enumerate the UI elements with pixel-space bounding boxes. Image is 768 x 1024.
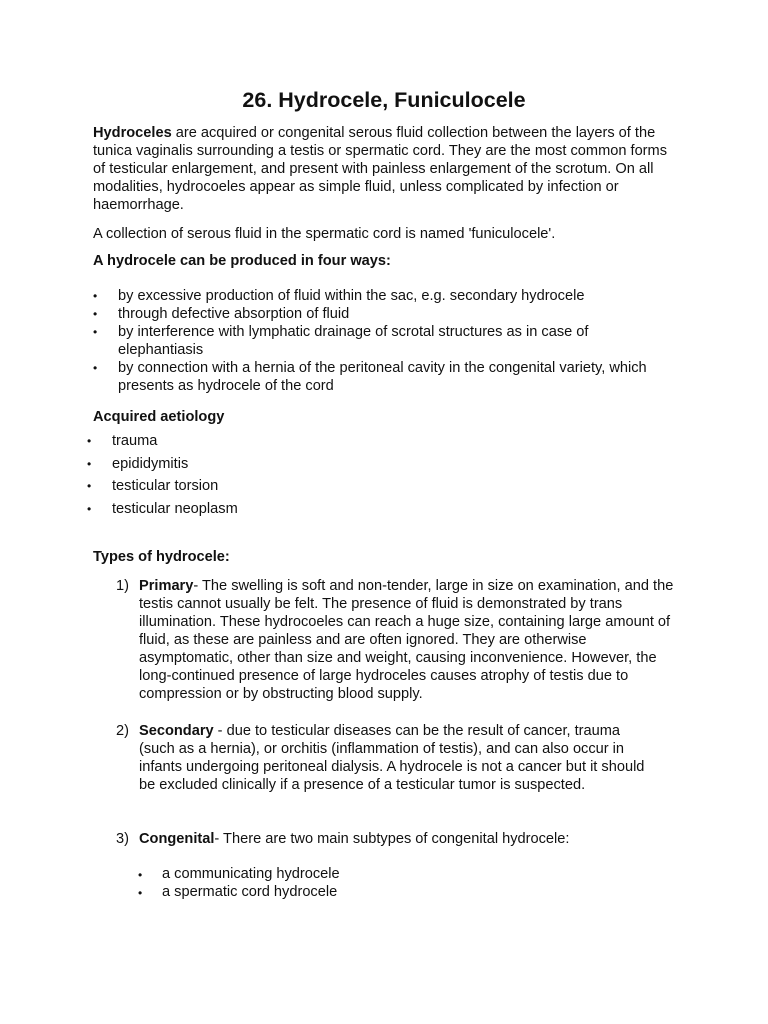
- funiculocele-paragraph: A collection of serous fluid in the spermatic cord is named 'funiculocele'.: [93, 226, 556, 242]
- ways-list: [93, 287, 653, 395]
- list-item: • testicular neoplasm: [87, 500, 238, 517]
- list-item: • by connection with a hernia of the peritoneal cavity in the congenital variety, which presents as hydrocele of the cord: [93, 360, 647, 394]
- intro-text: are acquired or congenital serous fluid collection between the layers of the tunica vaginalis surrounding a testis or spermatic cord. They are the most common forms of testicular enlargement, and present with painless enlargement of the scrotum. On all modalities, hydrocoeles appear as simple fluid, unless complicated by infection or haemorrhage.: [93, 125, 667, 213]
- bullet-icon: •: [138, 868, 143, 882]
- aetiology-heading: Acquired aetiology: [93, 409, 225, 425]
- type-text: - The swelling is soft and non-tender, large in size on examination, and the testis cannot usually be felt. The presence of fluid is demonstrated by trans illumination. These hydrocoeles can reach a huge size, containing large amount of fluid, as these are painless and are often ignored. They are otherwise asymptomatic, other than size and weight, causing inconvenience. However, the long-continued presence of large hydroceles causes atrophy of testis due to compression or by obstructing blood supply.: [139, 578, 674, 702]
- list-item: • trauma: [87, 433, 158, 449]
- list-item: • by excessive production of fluid within the sac, e.g. secondary hydrocele: [93, 288, 585, 304]
- item-number: 2): [116, 723, 129, 739]
- type-label: Secondary: [139, 723, 214, 739]
- type-label: Congenital: [139, 831, 215, 847]
- intro-paragraph: [93, 124, 678, 214]
- list-item: • epididymitis: [87, 455, 189, 472]
- list-item: • testicular torsion: [87, 478, 219, 494]
- bullet-icon: •: [87, 434, 92, 448]
- list-item: • through defective absorption of fluid: [93, 306, 350, 322]
- bullet-icon: •: [93, 307, 98, 321]
- bullet-icon: •: [93, 325, 98, 339]
- list-item: • a spermatic cord hydrocele: [138, 884, 338, 900]
- list-item: • by interference with lymphatic drainage of scrotal structures as in case of elephantiasis: [93, 324, 589, 358]
- ways-heading: A hydrocele can be produced in four ways:: [93, 253, 391, 269]
- type-label: Primary: [139, 578, 194, 594]
- page-title: 26. Hydrocele, Funiculocele: [242, 88, 526, 112]
- intro-lead-term: Hydroceles: [93, 125, 172, 141]
- bullet-icon: •: [93, 289, 98, 303]
- bullet-icon: •: [87, 479, 92, 493]
- type-text: - There are two main subtypes of congenital hydrocele:: [214, 831, 570, 847]
- bullet-icon: •: [87, 501, 92, 516]
- item-number: 1): [116, 578, 129, 594]
- bullet-icon: •: [93, 361, 98, 375]
- bullet-icon: •: [138, 886, 143, 900]
- list-item: • a communicating hydrocele: [138, 866, 340, 882]
- types-heading: Types of hydrocele:: [93, 549, 230, 565]
- aetiology-list: [87, 432, 487, 522]
- type-text: - due to testicular diseases can be the result of cancer, trauma (such as a hernia), or orchitis (inflammation of testis), and can also occur in infants undergoing peritoneal dialysis. A hydrocele is not a cancer but it should be excluded clinically if a presence of a testicular tumor is suspected.: [139, 723, 645, 793]
- congenital-subtypes-list: [138, 865, 538, 901]
- bullet-icon: •: [87, 456, 92, 471]
- item-number: 3): [116, 831, 129, 847]
